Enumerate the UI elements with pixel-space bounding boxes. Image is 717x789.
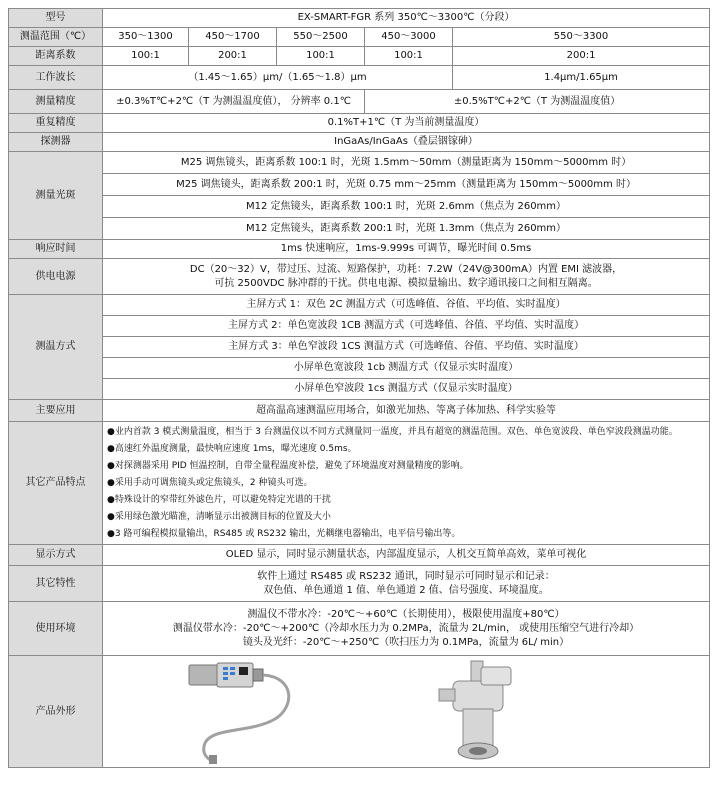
ratio-label: 距离系数 (9, 47, 103, 66)
row-display (9, 545, 710, 566)
mode-value: 主屏方式 2：单色宽波段 1CB 测温方式（可选峰值、谷值、平均值、实时温度） (103, 316, 710, 337)
other-line: 软件上通过 RS485 或 RS232 通讯，同时显示可同时显示和记录： (257, 570, 555, 582)
application-label: 主要应用 (9, 400, 103, 422)
env-value (103, 602, 710, 656)
feature-item: ●3 路可编程模拟量输出，RS485 或 RS232 输出，光耦继电器输出，电平信号输出等。 (107, 528, 461, 539)
mode-value: 小屏单色宽波段 1cb 测温方式（仅显示实时温度） (103, 358, 710, 379)
spot-value: M12 定焦镜头，距离系数 200:1 时，光斑 1.3mm（焦点为 260mm） (103, 218, 710, 240)
row-env (9, 602, 710, 656)
accuracy-label: 测量精度 (9, 90, 103, 114)
range-label: 测温范围（℃） (9, 28, 103, 47)
sensor-unit-image (183, 661, 303, 765)
row-other (9, 566, 710, 602)
row-mode (9, 295, 710, 316)
range-value: 450～1700 (189, 28, 277, 47)
features-list (103, 422, 710, 545)
appearance-photos (103, 656, 710, 768)
detector-label: 探测器 (9, 133, 103, 152)
power-line: DC（20～32）V，带过压、过流、短路保护，功耗：7.2W（24V@300mA）内置 EMI 滤波器， (189, 263, 623, 275)
row-repeat (9, 114, 710, 133)
row-range (9, 28, 710, 47)
row-spot (9, 152, 710, 174)
ratio-value: 200:1 (189, 47, 277, 66)
application-value: 超高温高速测温应用场合，如激光加热、等离子体加热、科学实验等 (103, 400, 710, 422)
response-label: 响应时间 (9, 240, 103, 259)
wavelength-value: 1.4μm/1.65μm (453, 66, 710, 90)
feature-item: ●业内首款 3 模式测量温度，相当于 3 台测温仪以不同方式测量同一温度，并具有超宽的测温范围。双色、单色宽波段、单色窄波段测温功能。 (107, 426, 678, 437)
row-mode-2 (9, 316, 710, 337)
row-spot-4 (9, 218, 710, 240)
ratio-value: 100:1 (365, 47, 453, 66)
detector-value: InGaAs/InGaAs（叠层铟镓砷） (103, 133, 710, 152)
feature-item: ●采用手动可调焦镜头或定焦镜头，2 种镜头可选。 (107, 477, 313, 488)
display-label: 显示方式 (9, 545, 103, 566)
row-mode-5 (9, 379, 710, 400)
row-accuracy (9, 90, 710, 114)
env-line: 测温仪不带水冷：-20℃～+60℃（长期使用），极限使用温度+80℃） (247, 608, 565, 620)
accuracy-value: ±0.5%T℃+2℃（T 为测温温度值） (365, 90, 710, 114)
power-line: 可抗 2500VDC 脉冲群的干扰。供电电源、模拟量输出、数字通讯接口之间相互隔离。 (214, 277, 598, 289)
row-spot-2 (9, 174, 710, 196)
row-application (9, 400, 710, 422)
power-value (103, 259, 710, 295)
model-value: EX-SMART-FGR 系列 350℃～3300℃（分段） (103, 9, 710, 28)
row-model (9, 9, 710, 28)
feature-item: ●特殊设计的窄带红外滤色片，可以避免特定光谱的干扰 (107, 494, 331, 505)
wavelength-label: 工作波长 (9, 66, 103, 90)
wavelength-value: （1.45～1.65）μm/（1.65～1.8）μm (103, 66, 453, 90)
range-value: 350～1300 (103, 28, 189, 47)
row-spot-3 (9, 196, 710, 218)
row-features (9, 422, 710, 545)
other-line: 双色值、单色通道 1 值、单色通道 2 值、信号强度、环境温度。 (263, 584, 549, 596)
env-line: 测温仪带水冷：-20℃～+200℃（冷却水压力为 0.2MPa，流量为 2L/min， 或使用压缩空气进行冷却） (172, 622, 640, 634)
display-value: OLED 显示，同时显示测量状态，内部温度显示，人机交互简单高效，菜单可视化 (103, 545, 710, 566)
ratio-value: 100:1 (103, 47, 189, 66)
feature-item: ●高速红外温度测量，最快响应速度 1ms，曝光速度 0.5ms。 (107, 443, 357, 454)
env-label: 使用环境 (9, 602, 103, 656)
spot-value: M25 调焦镜头，距离系数 100:1 时，光斑 1.5mm～50mm（测量距离为 150mm～5000mm 时） (103, 152, 710, 174)
mode-value: 主屏方式 1：双色 2C 测温方式（可选峰值、谷值、平均值、实时温度） (103, 295, 710, 316)
row-response (9, 240, 710, 259)
spec-table (8, 8, 710, 768)
env-line: 镜头及光纤：-20℃～+250℃（吹扫压力为 0.1MPa，流量为 6L/ min） (242, 636, 570, 648)
ratio-value: 200:1 (453, 47, 710, 66)
mode-value: 小屏单色窄波段 1cs 测温方式（仅显示实时温度） (103, 379, 710, 400)
range-value: 550～2500 (277, 28, 365, 47)
power-label: 供电电源 (9, 259, 103, 295)
response-value: 1ms 快速响应，1ms-9.999s 可调节，曝光时间 0.5ms (103, 240, 710, 259)
row-mode-3 (9, 337, 710, 358)
spot-value: M25 调焦镜头，距离系数 200:1 时，光斑 0.75 mm～25mm（测量距离为 150mm～5000mm 时） (103, 174, 710, 196)
range-value: 550～3300 (453, 28, 710, 47)
other-label: 其它特性 (9, 566, 103, 602)
feature-item: ●对探测器采用 PID 恒温控制，自带全量程温度补偿，避免了环境温度对测量精度的影响。 (107, 460, 469, 471)
row-mode-4 (9, 358, 710, 379)
row-ratio (9, 47, 710, 66)
repeat-value: 0.1%T+1℃（T 为当前测量温度） (103, 114, 710, 133)
repeat-label: 重复精度 (9, 114, 103, 133)
spot-value: M12 定焦镜头，距离系数 100:1 时，光斑 2.6mm（焦点为 260mm） (103, 196, 710, 218)
ratio-value: 100:1 (277, 47, 365, 66)
model-label: 型号 (9, 9, 103, 28)
mode-label: 测温方式 (9, 295, 103, 400)
row-wavelength (9, 66, 710, 90)
other-value (103, 566, 710, 602)
features-label: 其它产品特点 (9, 422, 103, 545)
appearance-label: 产品外形 (9, 656, 103, 768)
feature-item: ●采用绿色激光瞄准，清晰显示出被测目标的位置及大小 (107, 511, 331, 522)
range-value: 450～3000 (365, 28, 453, 47)
lens-assembly-image (433, 659, 533, 767)
row-detector (9, 133, 710, 152)
spot-label: 测量光斑 (9, 152, 103, 240)
row-power (9, 259, 710, 295)
accuracy-value: ±0.3%T℃+2℃（T 为测温温度值）， 分辨率 0.1℃ (103, 90, 365, 114)
row-appearance (9, 656, 710, 768)
mode-value: 主屏方式 3：单色窄波段 1CS 测温方式（可选峰值、谷值、平均值、实时温度） (103, 337, 710, 358)
